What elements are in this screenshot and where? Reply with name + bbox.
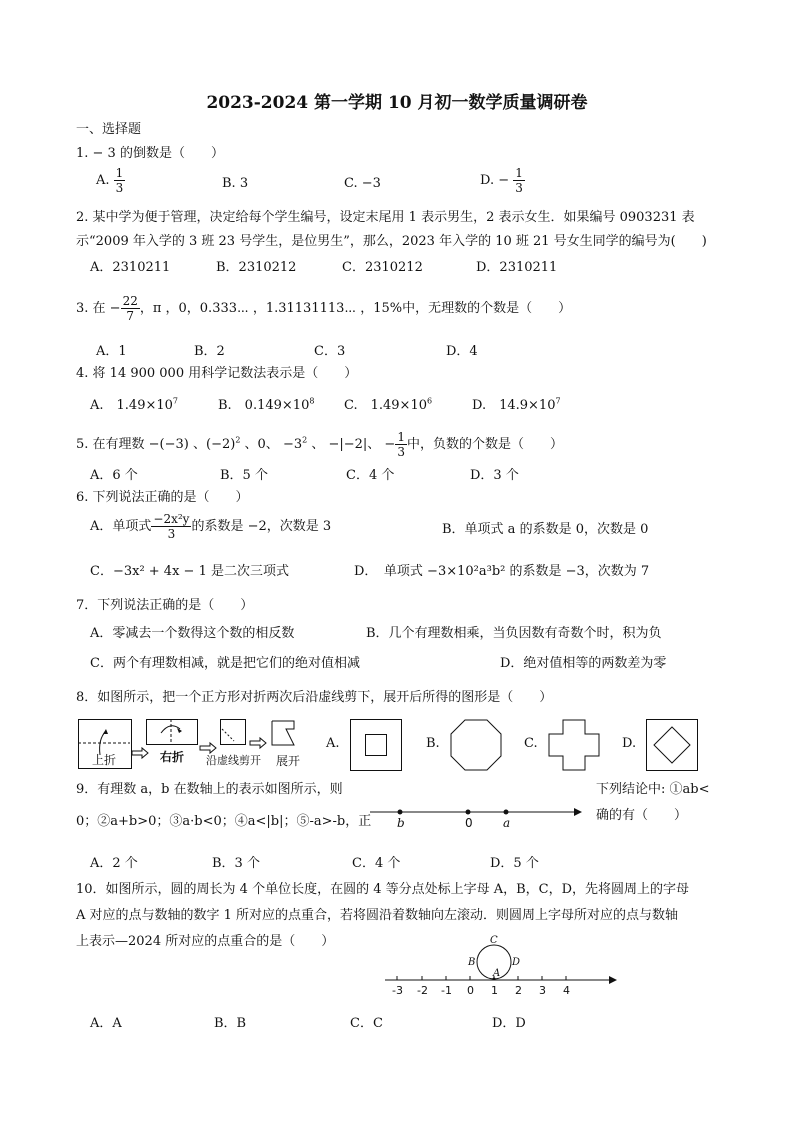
q4-option-c[interactable]: C. $1.49\times 10^6$: [344, 396, 433, 413]
tick-label: 3: [539, 984, 546, 997]
q3-stem: 3. 在 − $\frac{22}{7}$ ，π ，0，0.333⋯ ，1.31131113⋯ ，15%中，无理数的个数是（ ）: [76, 294, 572, 323]
q2-option-a[interactable]: A．2310211: [90, 260, 171, 275]
fold-label-unfold: 展开: [276, 754, 301, 768]
circle-label-b: B: [468, 957, 476, 968]
q9-option-c[interactable]: C．4 个: [352, 856, 401, 871]
fold-label-cut: 沿虚线剪开: [206, 754, 261, 767]
q9-line2: 0；②a+b>0；③a·b<0；④a<|b|；⑤-a>-b，正: [76, 814, 372, 829]
q2-option-c[interactable]: C．2310212: [342, 260, 423, 275]
tick-label: -2: [417, 984, 428, 997]
q8-option-d-label[interactable]: D.: [622, 736, 637, 751]
q6-stem: 6. 下列说法正确的是（ ）: [76, 490, 249, 505]
q1-option-a[interactable]: A. $\frac{1}{3}$: [96, 166, 124, 195]
q6-option-d[interactable]: D． 单项式 −3×10²a³b² 的系数是 −3，次数为 7: [354, 564, 650, 579]
tick-label: 2: [515, 984, 522, 997]
q5-option-d[interactable]: D．3 个: [470, 468, 519, 483]
circle-label-d: D: [512, 957, 521, 968]
q8-option-b-label[interactable]: B.: [426, 736, 440, 751]
q1-option-c[interactable]: C. −3: [344, 176, 381, 191]
arrow-1-icon: [132, 748, 150, 758]
q9-option-d[interactable]: D．5 个: [490, 856, 539, 871]
circle-label-a: A: [493, 968, 501, 979]
fold-step-2-lines: [146, 719, 198, 745]
tick-label: 4: [563, 984, 570, 997]
circle-label-c: C: [490, 935, 498, 946]
q2-line2: 示“2009 年入学的 3 班 23 号学生，是位男生”，那么，2023 年入学的 10 班 21 号女生同学的编号为( ): [76, 234, 707, 249]
q10-line3: 上表示—2024 所对应的点重合的是（ ）: [76, 934, 335, 949]
q4-option-a[interactable]: A. $1.49\times 10^7$: [90, 396, 178, 413]
q7-stem: 7．下列说法正确的是（ ）: [76, 598, 254, 613]
q5-option-a[interactable]: A．6 个: [90, 468, 138, 483]
fold-step-3-lines: [220, 719, 246, 745]
q8-option-b-shape[interactable]: [450, 719, 502, 771]
q9-label-a: a: [503, 816, 511, 830]
q7-option-c[interactable]: C．两个有理数相减，就是把它们的绝对值相减: [90, 656, 360, 671]
q6-option-b[interactable]: B．单项式 a 的系数是 0，次数是 0: [442, 522, 649, 537]
page-title: 2023-2024 第一学期 10 月初一数学质量调研卷: [206, 93, 588, 113]
q6-option-c[interactable]: C．−3x² + 4x − 1 是二次三项式: [90, 564, 289, 579]
q1-option-d[interactable]: D. − $\frac{1}{3}$: [480, 166, 523, 195]
q9-line1-right: 下列结论中: ①ab<: [596, 782, 710, 797]
tick-label: -1: [441, 984, 452, 997]
q3-option-c[interactable]: C．3: [314, 344, 346, 359]
q1-option-b[interactable]: B. 3: [222, 176, 249, 191]
q8-option-c-shape[interactable]: [548, 719, 600, 771]
q4-stem: 4. 将 14 900 000 用科学记数法表示是（ ）: [76, 366, 358, 381]
q4-option-b[interactable]: B. $0.149\times 10^8$: [218, 396, 315, 413]
q8-option-c-label[interactable]: C.: [524, 736, 538, 751]
q3-option-d[interactable]: D．4: [446, 344, 478, 359]
q8-stem: 8．如图所示，把一个正方形对折两次后沿虚线剪下，展开后所得的图形是（ ）: [76, 690, 553, 705]
q7-option-b[interactable]: B．几个有理数相乘，当负因数有奇数个时，积为负: [366, 626, 662, 641]
tick-label: 1: [491, 984, 498, 997]
q10-option-d[interactable]: D．D: [492, 1016, 526, 1031]
q5-option-b[interactable]: B．5 个: [220, 468, 268, 483]
q9-label-zero: 0: [465, 816, 473, 830]
q10-option-a[interactable]: A．A: [90, 1016, 122, 1031]
tick-label: 0: [467, 984, 474, 997]
q10-line2: A 对应的点与数轴的数字 1 所对应的点重合，若将圆沿着数轴向左滚动．则圆周上字母所对应的点与数轴: [76, 908, 679, 923]
q8-option-d-diamond: [646, 719, 698, 771]
q4-option-d[interactable]: D. $14.9\times 10^7$: [472, 396, 561, 413]
q5-stem: 5. 在有理数 −(−3) 、$(-2)^2$ 、0、 $-3^2$ 、 −|−2|、 − $\frac{1}{3}$ 中，负数的个数是（ ）: [76, 430, 563, 459]
q9-line2-right: 确的有（ ）: [596, 808, 688, 823]
tick-label: -3: [392, 984, 403, 997]
q2-option-b[interactable]: B．2310212: [216, 260, 297, 275]
q2-line1: 2. 某中学为便于管理，决定给每个学生编号，设定末尾用 1 表示男生，2 表示女生．如果编号 0903231 表: [76, 210, 695, 225]
q7-option-a[interactable]: A．零减去一个数得这个数的相反数: [90, 626, 295, 641]
q7-option-d[interactable]: D．绝对值相等的两数差为零: [500, 656, 667, 671]
arrow-3-icon: [250, 738, 268, 748]
q3-option-b[interactable]: B．2: [194, 344, 225, 359]
q6-option-a[interactable]: A．单项式 $\frac{\text{−2x²y}}{3}$ 的系数是 −2，次数是 3: [90, 512, 332, 541]
q9-option-a[interactable]: A．2 个: [90, 856, 138, 871]
q1-stem: 1. − 3 的倒数是（ ）: [76, 146, 224, 161]
q8-option-a-shape[interactable]: [350, 719, 402, 771]
fold-label-right: 右折: [160, 750, 185, 764]
section-heading: 一、选择题: [76, 122, 142, 137]
fold-step-4-shape: [270, 719, 302, 749]
q3-option-a[interactable]: A．1: [96, 344, 127, 359]
q2-option-d[interactable]: D．2310211: [476, 260, 558, 275]
q10-line1: 10．如图所示，圆的周长为 4 个单位长度，在圆的 4 等分点处标上字母 A，B，C，D，先将圆周上的字母: [76, 882, 690, 897]
inner-square: [365, 734, 387, 756]
q9-line1: 9．有理数 a，b 在数轴上的表示如图所示，则: [76, 782, 343, 797]
q5-option-c[interactable]: C．4 个: [346, 468, 395, 483]
q9-option-b[interactable]: B．3 个: [212, 856, 260, 871]
q9-label-b: b: [397, 816, 405, 830]
q10-option-c[interactable]: C．C: [350, 1016, 383, 1031]
q10-option-b[interactable]: B．B: [214, 1016, 247, 1031]
q8-option-a-label[interactable]: A.: [326, 736, 340, 751]
fold-label-up: 上折: [92, 753, 117, 767]
